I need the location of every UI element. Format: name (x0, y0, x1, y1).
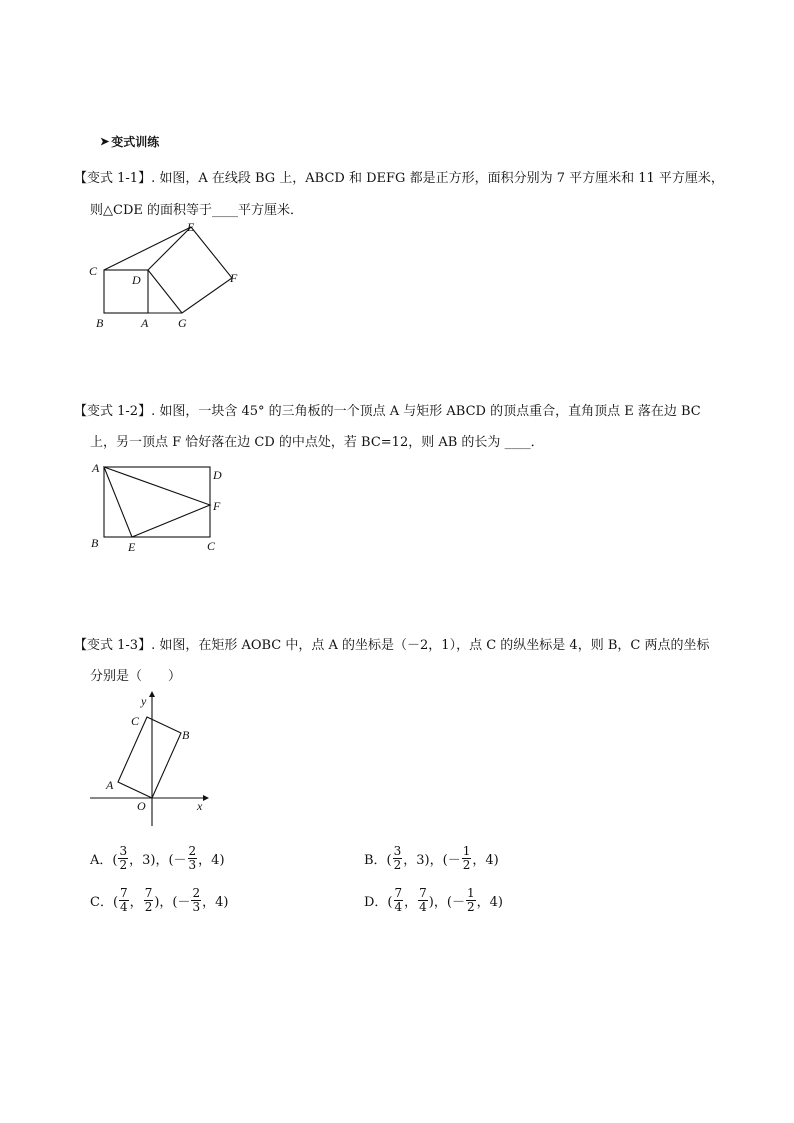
numerator: 7 (394, 886, 403, 900)
numerator: 2 (188, 844, 197, 858)
fraction (188, 845, 198, 872)
fraction (418, 887, 428, 914)
square-defg (148, 227, 232, 313)
label-d: D (213, 468, 222, 482)
label-c: C (89, 264, 98, 278)
denominator: 2 (462, 858, 471, 872)
label-b: B (182, 728, 190, 742)
x-axis-arrow-icon (203, 795, 209, 801)
section-title (100, 133, 159, 150)
option-b-prefix: B．( (364, 853, 392, 868)
label-x: x (197, 799, 203, 813)
option-d-prefix: D．( (364, 895, 393, 910)
fraction (466, 887, 476, 914)
denominator: 2 (393, 858, 402, 872)
numerator: 2 (192, 886, 201, 900)
label-b: B (91, 536, 99, 550)
option-b-mid: ，3)，(－ (403, 853, 461, 868)
q3-line1: 【变式 1-3】. 如图，在矩形 AOBC 中，点 A 的坐标是（－2，1），点 C 的纵坐标是 4，则 B，C 两点的坐标 (74, 638, 710, 653)
square-abcd (104, 270, 148, 313)
option-a-end: ，4) (198, 853, 225, 868)
label-d: D (132, 273, 141, 287)
q2-line1: 【变式 1-2】. 如图，一块含 45° 的三角板的一个顶点 A 与矩形 ABCD 的顶点重合，直角顶点 E 落在边 BC (74, 404, 701, 419)
numerator: 7 (120, 886, 128, 900)
denominator: 2 (144, 900, 153, 914)
rectangle-aobc (118, 717, 181, 798)
label-o: O (137, 799, 146, 813)
fraction (119, 887, 129, 914)
fraction (144, 887, 154, 914)
option-d[interactable] (364, 887, 503, 914)
label-f: F (213, 499, 221, 513)
q2-figure (85, 458, 235, 558)
option-d-mid: )，(－ (428, 895, 465, 910)
option-a-prefix: A．( (90, 853, 118, 868)
option-a[interactable] (90, 845, 225, 872)
option-c[interactable] (90, 887, 228, 914)
denominator: 2 (119, 858, 128, 872)
label-a: A (106, 778, 114, 792)
denominator: 2 (466, 900, 475, 914)
option-c-end: ，4) (202, 895, 229, 910)
section-title-text: 变式训练 (111, 135, 160, 149)
option-b-end: ，4) (472, 853, 499, 868)
denominator: 4 (120, 900, 128, 914)
option-c-prefix: C．( (90, 895, 119, 910)
fraction (394, 887, 404, 914)
y-axis-arrow-icon (149, 691, 155, 697)
q1-figure (85, 218, 255, 338)
numerator: 1 (466, 886, 475, 900)
denominator: 3 (188, 858, 197, 872)
triangle-aef (104, 467, 210, 537)
arrow-icon: ➤ (100, 135, 110, 148)
fraction (393, 845, 403, 872)
option-d-end: ，4) (476, 895, 503, 910)
label-c: C (207, 539, 216, 553)
option-a-mid: ，3)，(－ (129, 853, 187, 868)
option-c-mid: )，(－ (154, 895, 191, 910)
label-a: A (141, 316, 149, 330)
fraction (462, 845, 472, 872)
option-d-sep: ， (404, 895, 418, 910)
denominator: 3 (192, 900, 201, 914)
label-f: F (230, 271, 238, 285)
label-e: E (128, 540, 136, 554)
label-c: C (131, 714, 140, 728)
label-g: G (178, 316, 187, 330)
q3-line2: 分别是（ ） (90, 669, 182, 684)
numerator: 3 (119, 844, 128, 858)
q1-line2: 则△CDE 的面积等于____平方厘米． (90, 203, 303, 218)
denominator: 4 (419, 900, 427, 914)
q1-line1: 【变式 1-1】. 如图，A 在线段 BG 上，ABCD 和 DEFG 都是正方形，面积分别为 7 平方厘米和 11 平方厘米， (74, 171, 724, 186)
label-b: B (96, 316, 104, 330)
numerator: 7 (419, 886, 427, 900)
label-e: E (187, 220, 195, 234)
q2-line2: 上，另一顶点 F 恰好落在边 CD 的中点处，若 BC=12，则 AB 的长为 ____． (90, 435, 544, 450)
fraction (118, 845, 128, 872)
numerator: 7 (144, 886, 153, 900)
q3-figure (85, 693, 215, 833)
numerator: 3 (393, 844, 402, 858)
fraction (191, 887, 201, 914)
label-y: y (141, 694, 147, 708)
label-a: A (92, 461, 100, 475)
segment-ce (104, 227, 191, 270)
numerator: 1 (462, 844, 471, 858)
option-c-sep: ， (129, 895, 143, 910)
option-b[interactable] (364, 845, 499, 872)
denominator: 4 (394, 900, 403, 914)
